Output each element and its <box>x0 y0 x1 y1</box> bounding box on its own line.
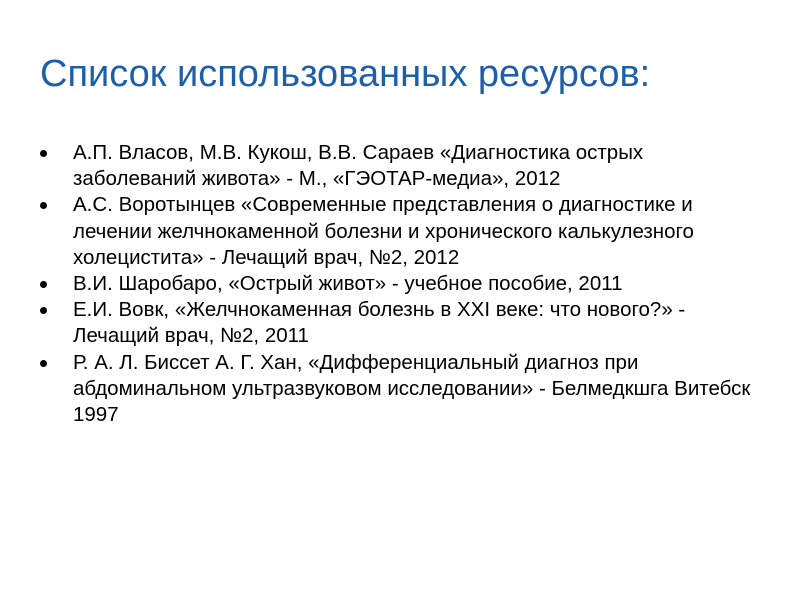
list-item <box>40 192 760 271</box>
slide-title: Список использованных ресурсов: <box>40 53 651 95</box>
list-item <box>40 297 760 349</box>
reference-text: В.И. Шаробаро, «Острый живот» - учебное пособие, 2011 <box>73 272 623 296</box>
bullet-icon <box>40 360 47 367</box>
references-list <box>40 140 760 428</box>
list-item <box>40 140 760 192</box>
reference-text: А.С. Воротынцев «Современные представления о диагностике и лечении желчнокаменной болезни и хронического калькулезного холецистита» - Лечащий врач, №2, 2012 <box>73 193 694 269</box>
bullet-icon <box>40 281 47 288</box>
bullet-icon <box>40 150 47 157</box>
reference-text: Е.И. Вовк, «Желчнокаменная болезнь в XXI веке: что нового?» - Лечащий врач, №2, 2011 <box>73 298 686 348</box>
bullet-icon <box>40 202 47 209</box>
reference-text: А.П. Власов, М.В. Кукош, В.В. Сараев «Диагностика острых заболеваний живота» - М., «ГЭОТАР-медиа», 2012 <box>73 141 644 191</box>
list-item <box>40 350 760 429</box>
list-item <box>40 271 760 297</box>
bullet-icon <box>40 307 47 314</box>
reference-text: Р. А. Л. Биссет А. Г. Хан, «Дифференциальный диагноз при абдоминальном ультразвуковом исследовании» - Белмедкшга Витебск 1997 <box>73 350 751 427</box>
